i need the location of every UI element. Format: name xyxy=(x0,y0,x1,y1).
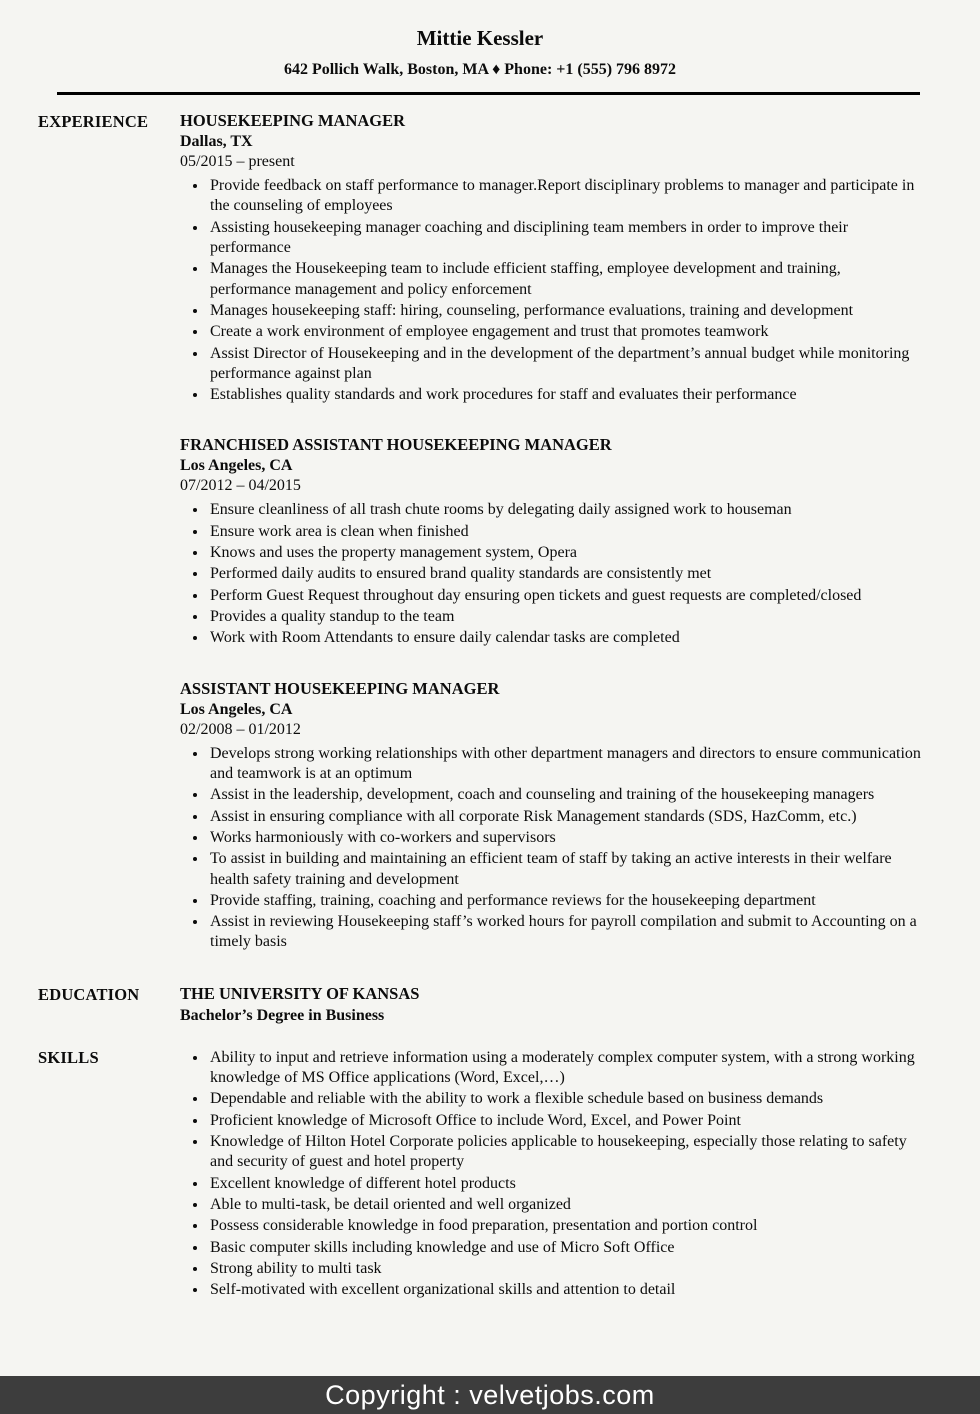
skill-item: • Possess considerable knowledge in food preparation, presentation and portion control xyxy=(208,1216,922,1236)
bullet-list xyxy=(180,176,922,405)
degree: Bachelor’s Degree in Business xyxy=(180,1006,385,1024)
skill-item: • Dependable and reliable with the ability to work a flexible schedule based on business demands xyxy=(208,1089,922,1109)
bullet-item: • Works harmoniously with co-workers and supervisors xyxy=(208,828,922,848)
header-divider xyxy=(57,92,920,95)
job-entry xyxy=(180,679,922,953)
bullet-item: • Ensure work area is clean when finished xyxy=(208,522,922,542)
skill-item: • Excellent knowledge of different hotel products xyxy=(208,1174,922,1194)
job-title: FRANCHISED ASSISTANT HOUSEKEEPING MANAGER xyxy=(180,435,612,455)
bullet-item: • Establishes quality standards and work procedures for staff and evaluates their performance xyxy=(208,385,922,405)
bullet-item: • Assist in ensuring compliance with all corporate Risk Management standards (SDS, HazComm, etc.) xyxy=(208,807,922,827)
bullet-list xyxy=(180,744,922,953)
bullet-item: • Performed daily audits to ensured brand quality standards are consistently met xyxy=(208,564,922,584)
bullet-item: • Manages the Housekeeping team to include efficient staffing, employee development and training, performance management and policy enforcement xyxy=(208,259,922,300)
bullet-item: • Assisting housekeeping manager coaching and disciplining team members in order to improve their performance xyxy=(208,218,922,259)
bullet-item: • Provides a quality standup to the team xyxy=(208,607,922,627)
skill-item: • Able to multi-task, be detail oriented and well organized xyxy=(208,1195,922,1215)
skills-label: SKILLS xyxy=(38,1047,99,1067)
skills-list xyxy=(180,1048,922,1301)
job-title: HOUSEKEEPING MANAGER xyxy=(180,111,406,130)
job-title: ASSISTANT HOUSEKEEPING MANAGER xyxy=(180,678,500,698)
skill-item: • Basic computer skills including knowledge and use of Micro Soft Office xyxy=(208,1238,922,1258)
section-experience xyxy=(38,111,922,954)
person-name: Mittie Kessler xyxy=(416,26,544,50)
section-skills xyxy=(38,1047,922,1302)
bullet-item: • Assist in reviewing Housekeeping staff’s worked hours for payroll compilation and submit to Accounting on a timely basis xyxy=(208,912,922,953)
skill-item: • Self-motivated with excellent organizational skills and attention to detail xyxy=(208,1280,922,1300)
job-location: Dallas, TX xyxy=(180,133,253,150)
bullet-item: • Manages housekeeping staff: hiring, counseling, performance evaluations, training and development xyxy=(208,301,922,321)
bullet-item: • Work with Room Attendants to ensure daily calendar tasks are completed xyxy=(208,628,922,648)
experience-label: EXPERIENCE xyxy=(38,112,149,131)
bullet-item: • Develops strong working relationships with other department managers and directors to ensure communication and teamwork is at an optimum xyxy=(208,744,922,785)
resume-header xyxy=(38,26,922,79)
skill-item: • Ability to input and retrieve information using a moderately complex computer system, with a strong working knowledge of MS Office applications (Word, Excel,…) xyxy=(208,1048,922,1089)
education-content xyxy=(180,984,922,1025)
bullet-item: • Provide feedback on staff performance to manager.Report disciplinary problems to manager and participate in the counseling of employees xyxy=(208,176,922,217)
job-dates: 07/2012 – 04/2015 xyxy=(180,477,301,495)
job-dates: 05/2015 – present xyxy=(180,153,295,170)
job-location: Los Angeles, CA xyxy=(180,700,293,718)
school-name: THE UNIVERSITY OF KANSAS xyxy=(180,983,420,1003)
bullet-item: • Assist in the leadership, development, coach and counseling and training of the housekeeping managers xyxy=(208,785,922,805)
education-label: EDUCATION xyxy=(38,984,140,1004)
section-education xyxy=(38,984,922,1025)
bullet-item: • Knows and uses the property management system, Opera xyxy=(208,543,922,563)
job-dates: 02/2008 – 01/2012 xyxy=(180,720,301,738)
skill-item: • Proficient knowledge of Microsoft Office to include Word, Excel, and Power Point xyxy=(208,1111,922,1131)
bullet-item: • Ensure cleanliness of all trash chute rooms by delegating daily assigned work to houseman xyxy=(208,500,922,520)
contact-line: 642 Pollich Walk, Boston, MA ♦ Phone: +1 (555) 796 8972 xyxy=(283,61,677,78)
bullet-item: • Assist Director of Housekeeping and in the development of the department’s annual budget while monitoring performance against plan xyxy=(208,344,922,385)
bullet-item: • To assist in building and maintaining an efficient team of staff by taking an active interests in their welfare health safety training and development xyxy=(208,849,922,890)
bullet-item: • Perform Guest Request throughout day ensuring open tickets and guest requests are completed/closed xyxy=(208,586,922,606)
skills-content xyxy=(180,1047,922,1302)
bullet-item: • Provide staffing, training, coaching and performance reviews for the housekeeping department xyxy=(208,891,922,911)
job-entry xyxy=(180,111,922,405)
bullet-list xyxy=(180,500,922,648)
bullet-item: • Create a work environment of employee engagement and trust that promotes teamwork xyxy=(208,322,922,342)
job-location: Los Angeles, CA xyxy=(180,457,293,475)
copyright-text: Copyright : velvetjobs.com xyxy=(325,1379,655,1410)
skill-item: • Knowledge of Hilton Hotel Corporate policies applicable to housekeeping, especially those relating to safety and security of guest and hotel property xyxy=(208,1132,922,1173)
job-entry xyxy=(180,435,922,648)
footer-bar xyxy=(0,1376,980,1414)
experience-content xyxy=(180,111,922,954)
skill-item: • Strong ability to multi task xyxy=(208,1259,922,1279)
